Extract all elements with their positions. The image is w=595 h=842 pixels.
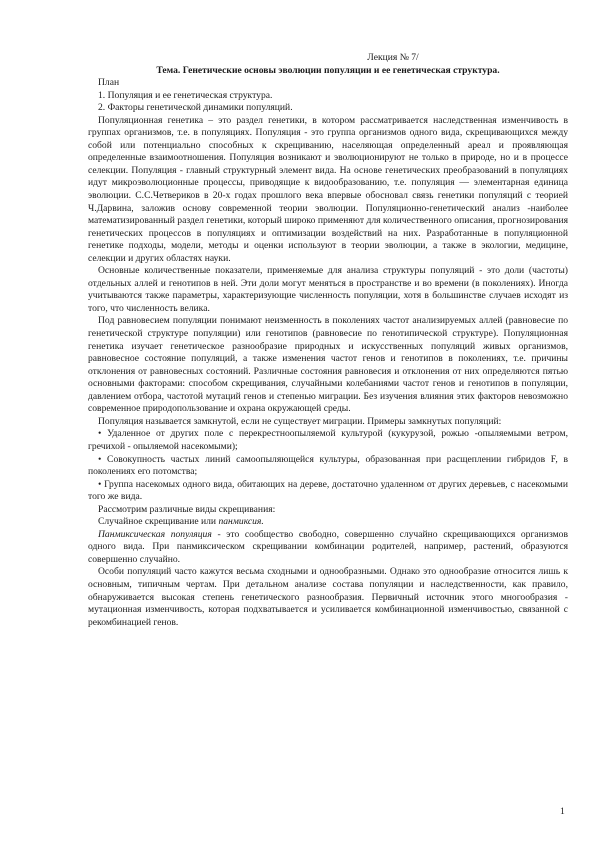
paragraph-text: Популяционная генетика – это раздел генетики, в котором рассматривается наследственная изменчивость в группах организмов, т.е. в популяциях. Популяция - это группа организмов одного вида, скрещивающихся между собой или потенциально способных к скрещиванию, населяющая определенный ареал и проявляющая определенные взаимоотношения. Популяция возникают и эволюционируют не только в природе, но и в процессе селекции. Популяция - главный структурный элемент вида. На основе генетических преобразований в популяциях идут микроэволюционные процессы, приводящие к видообразованию, т.е. популяция — элементарная единица эволюции. С.С.Четвериков в 20-х годах прошлого века впервые обосновал связь генетики популяций с теорией Ч.Дарвина, заложив основу современной теории эволюции. Популяционно-генетический анализ -наиболее математизированный раздел генетики, который широко применяют для количественного описания, прогнозирования генетических процессов в популяциях и оптимизации воздействий на них. Разработанные в популяционной генетике подходы, модели, методы и оценки используют в теории эволюции, а также в экологии, медицине, селекции и других областях науки.: [88, 114, 568, 264]
paragraph-text: Популяция называется замкнутой, если не существует миграции. Примеры замкнутых популяций:: [98, 415, 502, 427]
paragraph-text: Под равновесием популяции понимают неизменность в поколениях частот анализируемых аллей (равновесие по генетической структуре популяции) или генотипов (равновесие по генотипической структуре). Популяционная генетика изучает генетическое разнообразие природных и искусственных популяций живых организмов, равновесное состояние популяций, а также изменения частот генов и генотипов в поколениях, т.е. причины отклонения от равновесных состояний. Различные состояния равновесия и отклонения от них определяются пятью основными факторами: способом скрещивания, случайными колебаниями частот генов и генотипов в популяции, давлением отбора, частотой мутаций генов и степенью миграции. Без изучения влияния этих факторов невозможно современное природопользование и охрана окружающей среды.: [88, 315, 568, 415]
bullet-item-field: • Удаленное от других поле с перекрестноопыляемой культурой (кукурузой, рожью -опыляемыми ветром, гречихой - опыляемой насекомыми);: [88, 428, 568, 452]
paragraph-crossing-types: Рассмотрим различные виды скрещивания:: [98, 503, 276, 515]
paragraph-text: Особи популяций часто кажутся весьма сходными и однообразными. Однако это однообразие относится лишь к основным, типичным чертам. При детальном анализе состава популяции и наследственности, как правило, обнаруживается высокая степень генетического разнообразия. Первичный источник этого многообразия - мутационная изменчивость, которая подхватывается и усиливается комбинационной изменчивостью, связанной с рекомбинацией генов.: [88, 566, 568, 628]
lecture-topic: Тема. Генетические основы эволюции популяции и ее генетическая структура.: [156, 64, 500, 76]
paragraph-quantitative-indicators: [88, 265, 568, 315]
paragraph-diversity: [88, 566, 568, 629]
paragraph-text: Основные количественные показатели, применяемые для анализа структуры популяций - это доли (частоты) отдельных аллей и генотипов в ней. Эти доли могут меняться в пространстве и во времени (в поколениях). Иногда учитываются также параметры, характеризующие численность популяции, хотя в большинстве случаев исходят из того, что численность велика.: [88, 265, 568, 314]
paragraph-closed-population: [88, 416, 568, 429]
paragraph-population-genetics: [88, 115, 568, 266]
paragraph-panmictic-population: [88, 529, 568, 567]
emphasis-text: Панмиксическая популяция: [98, 528, 212, 540]
paragraph-text: Случайное скрещивание или: [98, 516, 219, 528]
plan-item-1: 1. Популяция и ее генетическая структура.: [98, 89, 273, 101]
paragraph-panmixia: [88, 516, 568, 529]
paragraph-text: - это сообщество свободно, совершенно случайно скрещивающихся организмов одного вида. При панмиксическом скрещивании комбинации родителей, например, растений, образуются совершенно случайно.: [88, 528, 568, 565]
lecture-number: Лекция № 7/: [367, 52, 419, 63]
bullet-item-insects: • Группа насекомых одного вида, обитающих на дереве, достаточно удаленном от других деревьев, с насекомыми того же вида.: [88, 478, 568, 503]
plan-item-2: 2. Факторы генетической динамики популяций.: [98, 102, 293, 114]
bullet-item-lines: • Совокупность частых линий самоопыляющейся культуры, образованная при расщеплении гибридов F, в поколениях его потомства;: [88, 453, 568, 478]
document-page: [88, 52, 568, 629]
emphasis-text: панмиксия.: [218, 516, 264, 528]
plan-title: План: [98, 77, 120, 89]
paragraph-equilibrium: [88, 315, 568, 415]
page-number: 1: [560, 806, 565, 817]
